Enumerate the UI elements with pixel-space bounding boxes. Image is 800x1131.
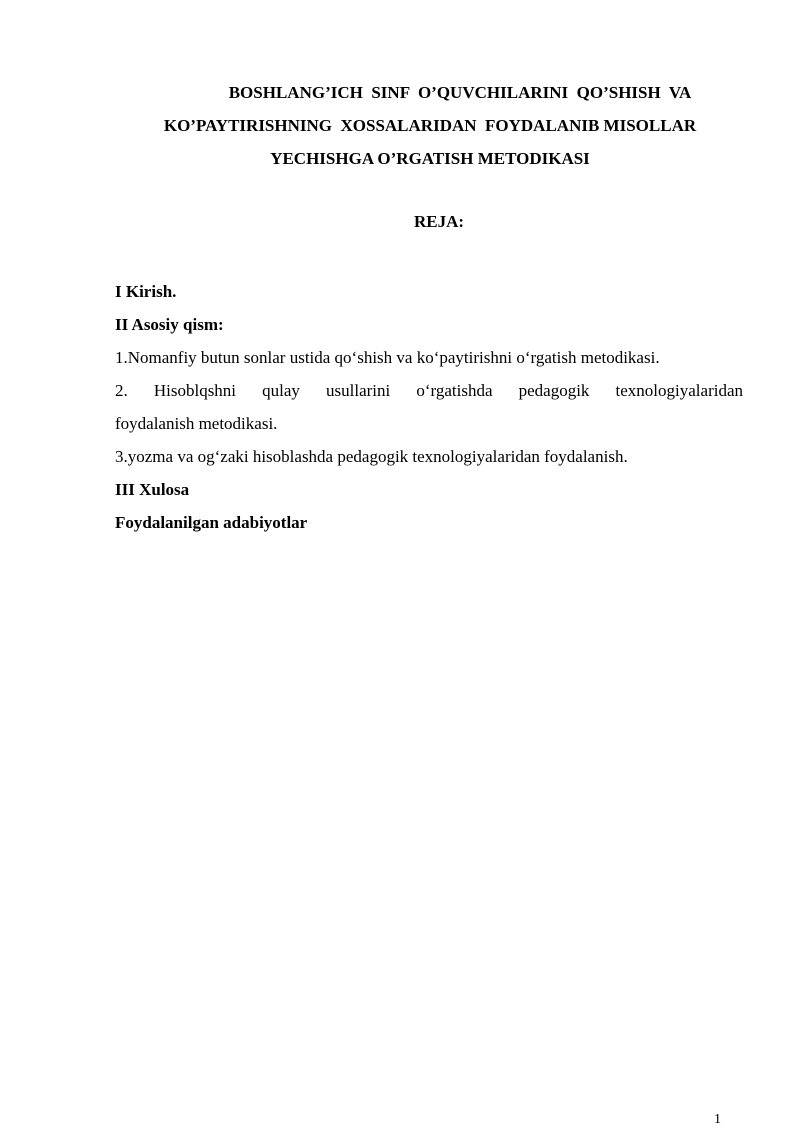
plan-item-2-line-1: 2. Hisoblqshni qulay usullarini o‘rgatishda pedagogik texnologiyalaridan [115, 381, 743, 400]
plan-item-3: 3.yozma va og‘zaki hisoblashda pedagogik texnologiyalaridan foydalanish. [115, 447, 628, 466]
plan-item-references: Foydalanilgan adabiyotlar [115, 513, 308, 532]
title-line-1: BOSHLANG’ICH SINF O’QUVCHILARINI QO’SHISH VA [228, 83, 692, 102]
title-line-2: KO’PAYTIRISHNING XOSSALARIDAN FOYDALANIB MISOLLAR [163, 116, 697, 135]
title-line-3: YECHISHGA O’RGATISH METODIKASI [270, 149, 590, 168]
plan-item-introduction: I Kirish. [115, 282, 177, 301]
plan-heading: REJA: [414, 212, 465, 231]
plan-item-main-part: II Asosiy qism: [115, 315, 224, 334]
plan-list [115, 275, 743, 539]
plan-item-1: 1.Nomanfiy butun sonlar ustida qo‘shish va ko‘paytirishni o‘rgatish metodikasi. [115, 348, 660, 367]
plan-item-conclusion: III Xulosa [115, 480, 190, 499]
plan-item-2-line-2: foydalanish metodikasi. [115, 414, 278, 433]
page-number: 1 [714, 1112, 721, 1127]
document-title [110, 76, 750, 175]
